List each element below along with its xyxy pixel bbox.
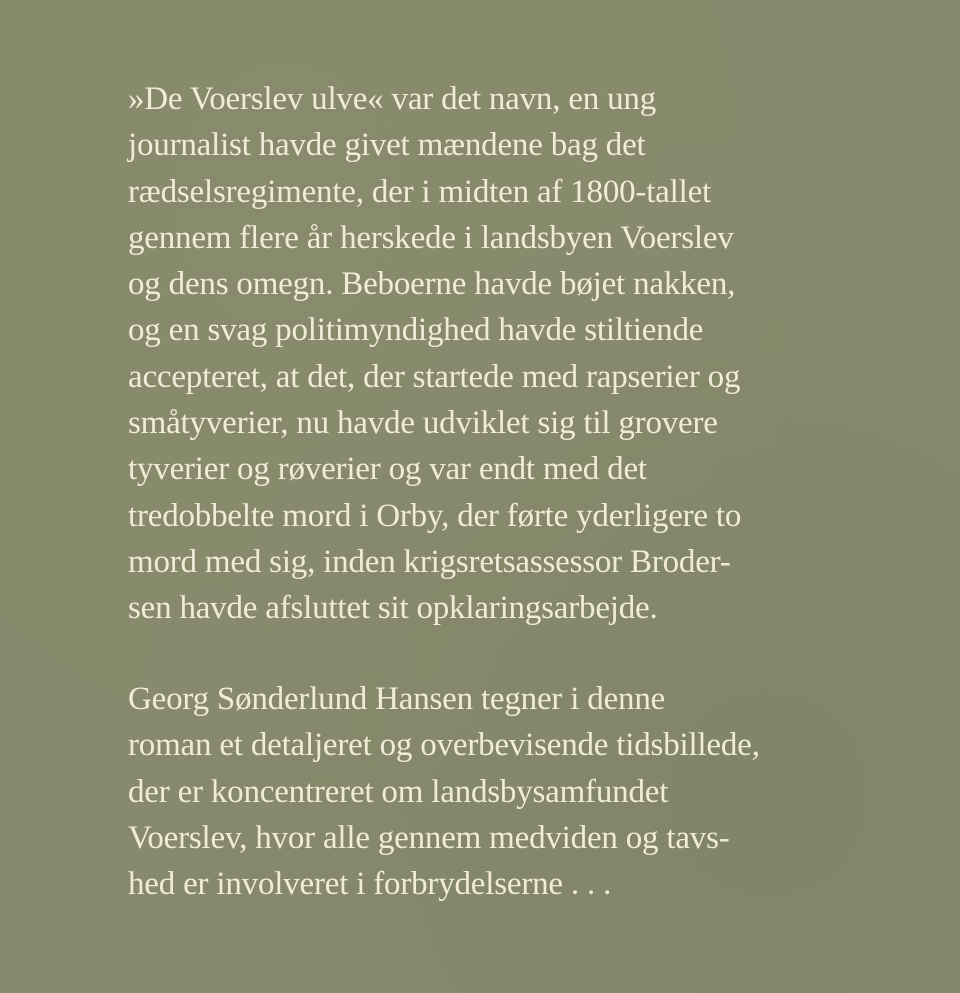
blurb-paragraph-2 — [128, 676, 888, 907]
text-line: sen havde afsluttet sit opklaringsarbejde. — [128, 590, 658, 627]
text-line: Georg Sønderlund Hansen tegner i denne — [128, 681, 666, 717]
text-line: journalist havde givet mændene bag det — [128, 127, 646, 164]
text-line: roman et detaljeret og overbevisende tidsbillede, — [128, 727, 760, 764]
text-line: accepteret, at det, der startede med rapserier og — [128, 358, 741, 395]
text-line: hed er involveret i forbrydelserne . . . — [128, 866, 612, 903]
blurb-paragraph-1 — [128, 76, 888, 632]
text-line: Voerslev, hvor alle gennem medviden og tavs- — [128, 819, 730, 856]
text-line: mord med sig, inden krigsretsassessor Broder- — [128, 543, 731, 580]
text-line: tyverier og røverier og var endt med det — [128, 451, 647, 488]
text-line: og en svag politimyndighed havde stiltiende — [128, 312, 704, 349]
text-line: »De Voerslev ulve« var det navn, en ung — [128, 81, 657, 117]
text-line: småtyverier, nu havde udviklet sig til grovere — [128, 405, 718, 442]
text-line: gennem flere år herskede i landsbyen Voerslev — [128, 219, 734, 256]
text-line: der er koncentreret om landsbysamfundet — [128, 773, 669, 810]
text-line: rædselsregimente, der i midten af 1800-tallet — [128, 173, 711, 210]
text-line: tredobbelte mord i Orby, der førte yderligere to — [128, 497, 742, 534]
text-line: og dens omegn. Beboerne havde bøjet nakken, — [128, 266, 736, 303]
